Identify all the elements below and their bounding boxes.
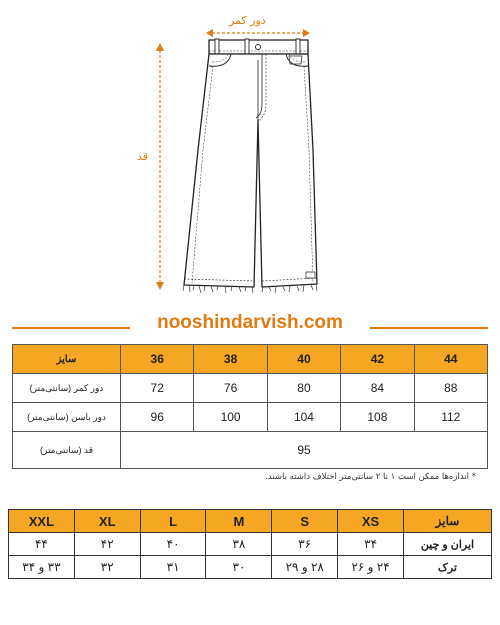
iran-china-row xyxy=(9,533,492,556)
turkey-row xyxy=(9,556,492,579)
table-cell: ۳۰ xyxy=(206,556,272,579)
waist-measure-label: دور کمر xyxy=(229,14,266,27)
row-label: ترک xyxy=(404,556,492,579)
table-cell: 100 xyxy=(194,403,267,432)
row-label: قد (سانتی‌متر) xyxy=(13,432,121,469)
table-cell: ۲۴ و ۲۶ xyxy=(338,556,404,579)
letter-size-cell: M xyxy=(206,510,272,533)
height-value-cell: 95 xyxy=(121,432,488,469)
conversion-header-row xyxy=(9,510,492,533)
row-label: ایران و چین xyxy=(404,533,492,556)
size-header-label: سایز xyxy=(13,345,121,374)
size-header-row xyxy=(13,345,488,374)
table-cell: 84 xyxy=(341,374,414,403)
table-cell: ۳۳ و ۳۴ xyxy=(9,556,75,579)
row-label: دور باسن (سانتی‌متر) xyxy=(13,403,121,432)
table-cell: ۴۰ xyxy=(140,533,206,556)
size-measurement-table xyxy=(12,344,488,469)
size-conversion-table xyxy=(8,509,492,579)
table-cell: 72 xyxy=(121,374,194,403)
table-cell: ۴۴ xyxy=(9,533,75,556)
table-cell: ۳۶ xyxy=(272,533,338,556)
height-measure-label: قد xyxy=(137,150,149,163)
table-cell: ۳۱ xyxy=(140,556,206,579)
letter-size-cell: XL xyxy=(74,510,140,533)
hip-row xyxy=(13,403,488,432)
table-cell: 80 xyxy=(267,374,340,403)
table-cell: 88 xyxy=(414,374,487,403)
table-cell: ۳۲ xyxy=(74,556,140,579)
letter-size-cell: S xyxy=(272,510,338,533)
conversion-header-label: سایز xyxy=(404,510,492,533)
height-row xyxy=(13,432,488,469)
letter-size-cell: L xyxy=(140,510,206,533)
jeans-outline xyxy=(184,39,317,287)
size-header-cell: 40 xyxy=(267,345,340,374)
waist-row xyxy=(13,374,488,403)
size-header-cell: 44 xyxy=(414,345,487,374)
letter-size-cell: XS xyxy=(338,510,404,533)
table-cell: ۲۸ و ۲۹ xyxy=(272,556,338,579)
table-cell: ۳۸ xyxy=(206,533,272,556)
table-cell: 104 xyxy=(267,403,340,432)
letter-size-cell: XXL xyxy=(9,510,75,533)
jeans-flat-sketch xyxy=(0,0,500,300)
brand-divider-right xyxy=(370,327,488,329)
table-cell: 112 xyxy=(414,403,487,432)
waist-measure-arrow xyxy=(206,29,310,37)
row-label: دور کمر (سانتی‌متر) xyxy=(13,374,121,403)
height-measure-arrow xyxy=(156,43,164,290)
size-header-cell: 38 xyxy=(194,345,267,374)
table-cell: 96 xyxy=(121,403,194,432)
size-header-cell: 42 xyxy=(341,345,414,374)
table-cell: 76 xyxy=(194,374,267,403)
measurement-note: * اندازه‌ها ممکن است ۱ تا ۲ سانتی‌متر اختلاف داشته باشند. xyxy=(265,472,476,482)
table-cell: ۳۴ xyxy=(338,533,404,556)
table-cell: 108 xyxy=(341,403,414,432)
table-cell: ۴۲ xyxy=(74,533,140,556)
size-header-cell: 36 xyxy=(121,345,194,374)
brand-name: nooshindarvish.com xyxy=(157,312,343,333)
